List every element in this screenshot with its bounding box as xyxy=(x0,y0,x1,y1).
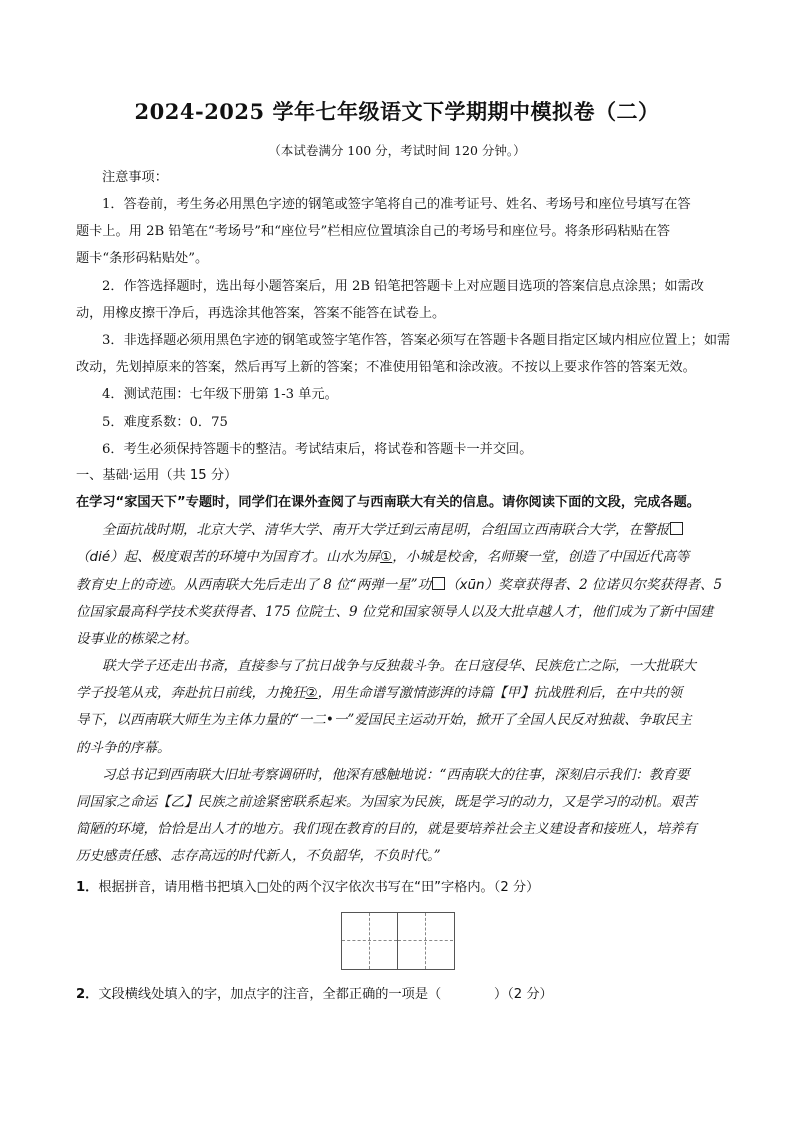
question-number: 1． xyxy=(76,880,99,895)
notice-item-3-line-1: 3．非选择题必须用黑色字迹的钢笔或签字笔作答，答案必须写在答题卡各题目指定区域内相应位置上；如需 xyxy=(102,333,731,348)
notice-item-1-line-2: 题卡上。用 2B 铅笔在“考场号”和“座位号”栏相应位置填涂自己的考场号和座位号。将条形码粘贴在答 xyxy=(76,224,671,239)
page-title: 2024-2025 学年七年级语文下学期期中模拟卷（二） xyxy=(134,99,660,124)
question-2 xyxy=(76,985,724,1005)
question-text: 根据拼音，请用楷书把填入□处的两个汉字依次书写在“田”字格内。（2 分） xyxy=(98,880,540,895)
passage-p1-line-1 xyxy=(102,520,724,540)
passage-text: ，用生命谱写激情澎湃的诗篇【甲】抗战胜利后，在中共的领 xyxy=(317,685,683,701)
notice-item-2-line-2: 动，用橡皮擦干净后，再选涂其他答案，答案不能答在试卷上。 xyxy=(76,306,446,321)
tian-grid[interactable] xyxy=(341,912,455,970)
section-heading: 一、基础·运用（共 15 分） xyxy=(76,468,238,483)
passage-p1-line-4: 位国家最高科学技术奖获得者、175 位院士、9 位党和国家领导人以及大批卓越人才，他们成为了新中国建 xyxy=(76,604,713,620)
passage-p2-line-3: 导下，以西南联大师生为主体力量的“一二•一”爱国民主运动开始，掀开了全国人民反对独裁、争取民主 xyxy=(76,712,692,728)
blank-1: ① xyxy=(380,549,393,565)
section-intro: 在学习“家国天下”专题时，同学们在课外查阅了与西南联大有关的信息。请你阅读下面的文段，完成各题。 xyxy=(76,495,700,510)
passage-text: ，小城是校舍，名师聚一堂，创造了中国近代高等 xyxy=(392,549,690,565)
passage-p2-line-4: 的斗争的序幕。 xyxy=(76,740,171,756)
pinyin-label: （dié） xyxy=(76,549,124,565)
pinyin-label: （xūn） xyxy=(445,577,499,593)
passage-p2-line-1: 联大学子还走出书斋，直接参与了抗日战争与反独裁斗争。在日寇侵华、民族危亡之际，一大批联大 xyxy=(102,658,696,674)
notice-item-6: 6．考生必须保持答题卡的整洁。考试结束后，将试卷和答题卡一并交回。 xyxy=(102,442,533,457)
passage-text: 全面抗战时期，北京大学、清华大学、南开大学迁到云南昆明，合组国立西南联合大学，在警报 xyxy=(102,522,669,538)
passage-p2-line-2 xyxy=(76,683,724,703)
notice-item-3-line-2: 改动，先划掉原来的答案，然后再写上新的答案；不准使用铅笔和涂改液。不按以上要求作答的答案无效。 xyxy=(76,360,696,375)
passage-p1-line-5: 设事业的栋梁之材。 xyxy=(76,631,198,647)
passage-p3-line-3: 简陋的环境，恰恰是出人才的地方。我们现在教育的目的，就是要培养社会主义建设者和接班人，培养有 xyxy=(76,821,697,837)
fill-box-2 xyxy=(432,577,445,590)
question-text: 文段横线处填入的字，加点字的注音，全都正确的一项是（ ）（2 分） xyxy=(98,987,553,1002)
page-subtitle: （本试卷满分 100 分，考试时间 120 分钟。） xyxy=(268,143,526,158)
tian-cell-2[interactable] xyxy=(398,913,453,969)
grid-guide-vertical xyxy=(425,913,426,969)
passage-text: 教育史上的奇迹。从西南联大先后走出了 8 位“两弹一星”功 xyxy=(76,577,431,593)
passage-p1-line-3 xyxy=(76,575,724,595)
passage-p3-line-4: 历史感责任感、志存高远的时代新人，不负韶华，不负时代。” xyxy=(76,848,441,864)
notice-item-1-line-1: 1．答卷前，考生务必用黑色字迹的钢笔或签字笔将自己的准考证号、姓名、考场号和座位号填写在答 xyxy=(102,197,691,212)
notice-item-4: 4．测试范围：七年级下册第 1-3 单元。 xyxy=(102,387,338,402)
tian-cell-1[interactable] xyxy=(342,913,398,969)
notice-item-5: 5．难度系数：0．75 xyxy=(102,415,228,430)
notice-heading: 注意事项： xyxy=(102,170,168,185)
passage-text: 学子投笔从戎，奔赴抗日前线，力挽狂 xyxy=(76,685,306,701)
fill-box-1 xyxy=(670,522,683,535)
question-number: 2． xyxy=(76,987,99,1002)
notice-item-2-line-1: 2．作答选择题时，选出每小题答案后，用 2B 铅笔把答题卡上对应题目选项的答案信息点涂黑；如需改 xyxy=(102,279,704,294)
blank-2: ② xyxy=(305,685,318,701)
passage-p1-line-2 xyxy=(76,547,724,567)
grid-guide-vertical xyxy=(369,913,370,969)
passage-text: 奖章获得者、2 位诺贝尔奖获得者、5 xyxy=(498,577,723,593)
question-1 xyxy=(76,878,724,898)
passage-p3-line-1: 习总书记到西南联大旧址考察调研时，他深有感触地说：“西南联大的往事，深刻启示我们：教育要 xyxy=(102,767,690,783)
passage-text: 起、极度艰苦的环境中为国育才。山水为屏 xyxy=(123,549,381,565)
passage-p3-line-2: 同国家之命运【乙】民族之前途紧密联系起来。为国家为民族，既是学习的动力，又是学习的动机。艰苦 xyxy=(76,794,697,810)
notice-item-1-line-3: 题卡“条形码粘贴处”。 xyxy=(76,251,209,266)
